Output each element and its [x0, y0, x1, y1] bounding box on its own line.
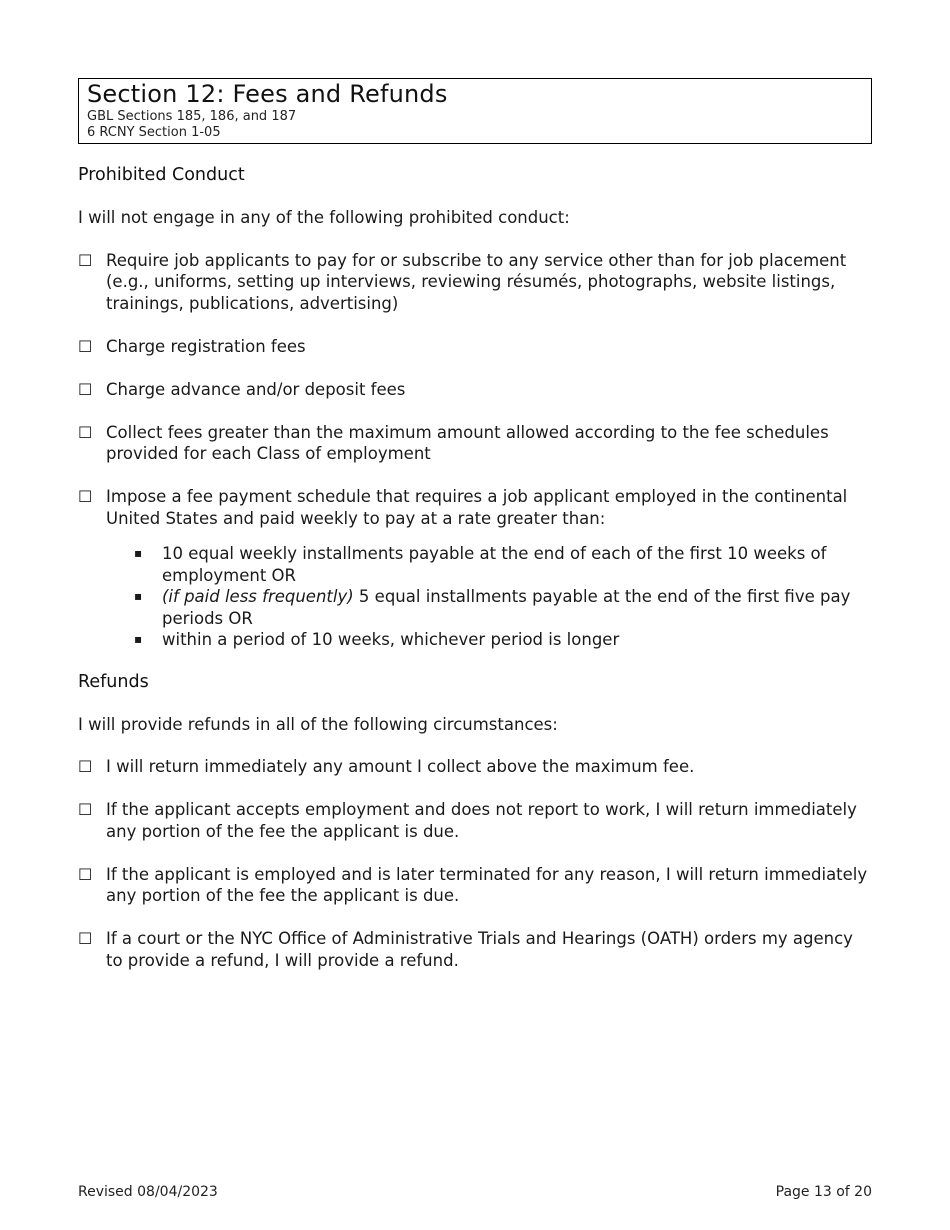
bullet-text: within a period of 10 weeks, whichever period is longer: [162, 630, 620, 649]
checklist-item-text: I will return immediately any amount I collect above the maximum fee.: [106, 757, 695, 776]
checklist-item: [78, 336, 872, 358]
checklist-item: [78, 250, 872, 315]
section-title: Section 12: Fees and Refunds: [87, 80, 448, 108]
checklist-item: [78, 799, 872, 842]
checklist-item: [78, 928, 872, 971]
page-number: Page 13 of 20: [775, 1184, 872, 1200]
refunds-heading: Refunds: [78, 671, 149, 692]
checklist-item-text: If a court or the NYC Office of Administrative Trials and Hearings (OATH) orders my agency to provide a refund, I will provide a refund.: [106, 929, 853, 970]
checkbox[interactable]: ☐: [78, 487, 93, 506]
checkbox[interactable]: ☐: [78, 336, 93, 356]
revision-date: Revised 08/04/2023: [78, 1184, 218, 1200]
refunds-checklist: [78, 756, 872, 971]
bullet-item: [134, 543, 872, 586]
checkbox[interactable]: ☐: [78, 379, 93, 399]
prohibited-conduct-heading: Prohibited Conduct: [78, 165, 245, 185]
prohibited-conduct-intro: I will not engage in any of the following prohibited conduct:: [78, 208, 570, 227]
bullet-italic-qualifier: (if paid less frequently): [162, 587, 354, 606]
bullet-icon: ▪: [134, 546, 143, 560]
section-header-box: [78, 78, 872, 144]
checklist-item-text: Charge advance and/or deposit fees: [106, 379, 406, 399]
document-page: [78, 78, 872, 971]
refunds-intro: I will provide refunds in all of the following circumstances:: [78, 714, 558, 734]
checklist-item-text: Require job applicants to pay for or subscribe to any service other than for job placement (e.g., uniforms, setting up interviews, reviewing résumés, photographs, website listings, trainings, publications, advertising): [106, 250, 847, 313]
checklist-item-text: If the applicant is employed and is later terminated for any reason, I will return immediately any portion of the fee the applicant is due.: [106, 864, 868, 905]
rule-reference: 6 RCNY Section 1-05: [87, 125, 221, 140]
checklist-item: [78, 486, 872, 529]
checkbox[interactable]: ☐: [78, 800, 93, 819]
checklist-item-text: If the applicant accepts employment and does not report to work, I will return immediately any portion of the fee the applicant is due.: [106, 800, 857, 841]
bullet-text: 10 equal weekly installments payable at the end of each of the first 10 weeks of employment OR: [162, 544, 827, 585]
bullet-text-rest: 5 equal installments payable at the end of the first five pay periods OR: [162, 587, 851, 628]
bullet-item: [134, 586, 872, 629]
checklist-item-text: Collect fees greater than the maximum amount allowed according to the fee schedules provided for each Class of employment: [106, 422, 829, 463]
checklist-item-text: Impose a fee payment schedule that requires a job applicant employed in the continental United States and paid weekly to pay at a rate greater than:: [106, 487, 848, 528]
checklist-item: [78, 422, 872, 465]
bullet-text: [162, 586, 872, 629]
statute-reference: GBL Sections 185, 186, and 187: [87, 109, 297, 124]
checkbox[interactable]: ☐: [78, 422, 93, 442]
checkbox[interactable]: ☐: [78, 864, 93, 884]
checkbox[interactable]: ☐: [78, 929, 93, 948]
checklist-item-text: Charge registration fees: [106, 336, 306, 356]
prohibited-conduct-checklist: [78, 250, 872, 530]
bullet-item: [134, 629, 872, 651]
checklist-item: [78, 864, 872, 907]
checkbox[interactable]: ☐: [78, 757, 93, 776]
checkbox[interactable]: ☐: [78, 250, 93, 270]
fee-schedule-bullet-list: [134, 543, 872, 651]
checklist-item: [78, 379, 872, 401]
bullet-icon: ▪: [134, 589, 143, 603]
checklist-item: [78, 756, 872, 778]
bullet-icon: ▪: [134, 632, 143, 646]
